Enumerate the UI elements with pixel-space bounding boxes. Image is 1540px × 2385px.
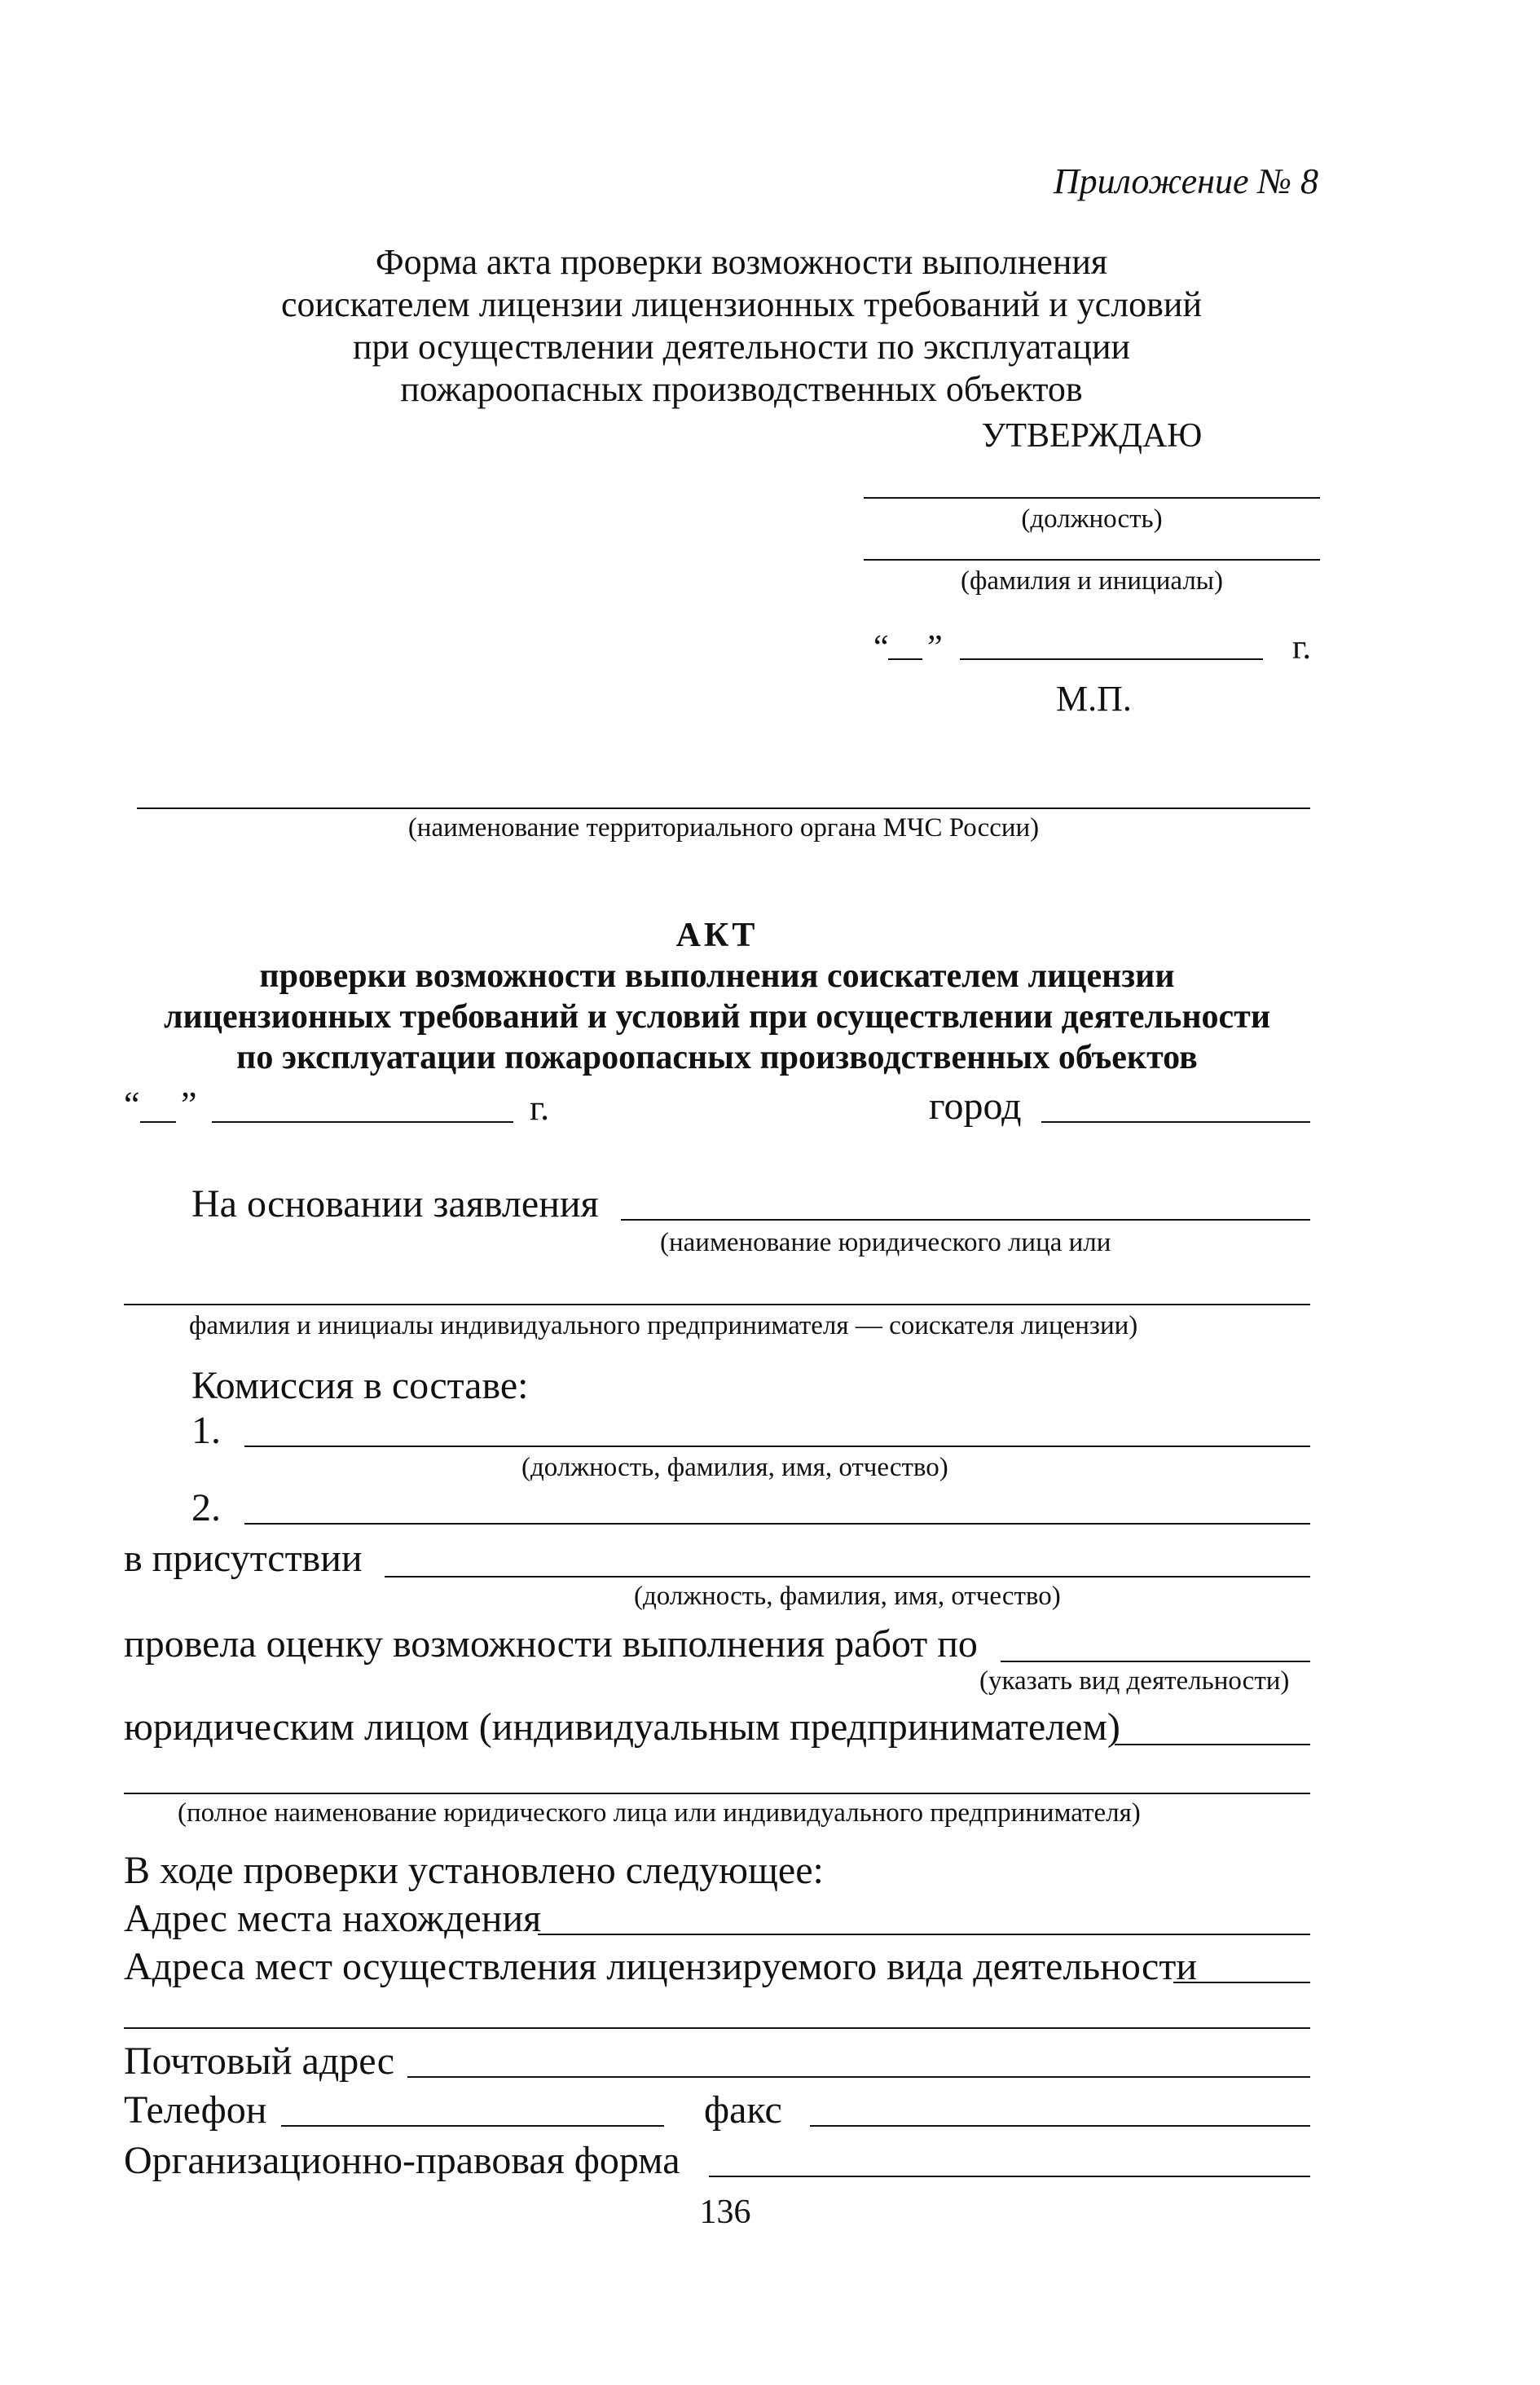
date-day-line[interactable] (140, 1121, 176, 1123)
date-quote-open: “ (124, 1085, 140, 1124)
form-title-line: соискателем лицензии лицензионных требований и условий (280, 284, 1203, 324)
findings-label: В ходе проверки установлено следующее: (124, 1849, 824, 1892)
commission-caption: (должность, фамилия, имя, отчество) (521, 1453, 948, 1482)
commission-item-2-line[interactable] (244, 1523, 1310, 1525)
act-subtitle-line: по эксплуатации пожароопасных производственных объектов (236, 1039, 1198, 1076)
presence-caption: (должность, фамилия, имя, отчество) (634, 1582, 1061, 1611)
approval-quote-open: “ (873, 629, 889, 667)
approval-quote-close: ” (927, 629, 943, 667)
presence-label: в присутствии (124, 1537, 363, 1580)
entity-line[interactable] (1115, 1744, 1310, 1745)
date-year-suffix: г. (530, 1088, 550, 1128)
commission-item-2-number: 2. (191, 1486, 221, 1529)
act-subtitle-line: лицензионных требований и условий при осуществлении деятельности (163, 998, 1271, 1036)
authority-line[interactable] (137, 807, 1310, 809)
legal-form-label: Организационно-правовая форма (124, 2139, 680, 2182)
entity-label: юридическим лицом (индивидуальным предпринимателем) (124, 1705, 1120, 1749)
approval-heading: УТВЕРЖДАЮ (981, 417, 1203, 455)
basis-line[interactable] (621, 1219, 1310, 1221)
name-caption: (фамилия и инициалы) (961, 566, 1223, 596)
phone-line[interactable] (281, 2125, 664, 2127)
activity-addresses-line[interactable] (1173, 1982, 1310, 1983)
form-title (0, 241, 1483, 411)
form-title-line: при осуществлении деятельности по эксплуатации (352, 327, 1131, 367)
basis-caption-2: фамилия и инициалы индивидуального предпринимателя — соискателя лицензии) (189, 1311, 1138, 1340)
commission-item-1-number: 1. (191, 1409, 221, 1452)
presence-line[interactable] (385, 1576, 1310, 1578)
fax-label: факс (704, 2088, 782, 2132)
form-title-line: пожароопасных производственных объектов (400, 369, 1083, 409)
basis-label: На основании заявления (191, 1182, 599, 1226)
position-line[interactable] (864, 497, 1320, 499)
date-month-line[interactable] (212, 1121, 513, 1123)
postal-line[interactable] (407, 2076, 1310, 2078)
page-number: 136 (699, 2194, 751, 2231)
postal-label: Почтовый адрес (124, 2040, 395, 2083)
basis-caption-1: (наименование юридического лица или (660, 1228, 1111, 1257)
approval-day-line[interactable] (888, 658, 922, 660)
fax-line[interactable] (810, 2125, 1310, 2127)
approval-year-suffix: г. (1292, 629, 1311, 667)
entity-line-2[interactable] (124, 1793, 1310, 1794)
assessment-label: провела оценку возможности выполнения работ по (124, 1622, 978, 1666)
legal-form-line[interactable] (709, 2176, 1310, 2177)
act-heading: АКТ (675, 917, 759, 954)
address-line[interactable] (538, 1934, 1310, 1935)
city-label: город (929, 1085, 1022, 1128)
activity-addresses-line-2[interactable] (124, 2027, 1310, 2029)
entity-caption: (полное наименование юридического лица или индивидуального предпринимателя) (178, 1798, 1141, 1828)
stamp-label: М.П. (1056, 679, 1132, 719)
act-subtitle-line: проверки возможности выполнения соискателем лицензии (259, 957, 1175, 995)
address-label: Адрес места нахождения (124, 1897, 542, 1940)
activity-addresses-label: Адреса мест осуществления лицензируемого вида деятельности (124, 1945, 1198, 1988)
approval-month-line[interactable] (960, 658, 1263, 660)
position-caption: (должность) (1021, 504, 1163, 534)
name-line[interactable] (864, 559, 1320, 561)
assessment-line[interactable] (1001, 1661, 1310, 1662)
commission-label: Комиссия в составе: (191, 1364, 529, 1407)
city-line[interactable] (1041, 1121, 1310, 1123)
phone-label: Телефон (124, 2088, 267, 2132)
basis-line-2[interactable] (124, 1304, 1310, 1305)
appendix-label: Приложение № 8 (1053, 161, 1318, 201)
assessment-caption: (указать вид деятельности) (979, 1666, 1290, 1696)
date-quote-close: ” (181, 1085, 197, 1124)
commission-item-1-line[interactable] (244, 1446, 1310, 1447)
authority-caption: (наименование территориального органа МЧС России) (407, 813, 1040, 843)
act-subtitle (0, 956, 1434, 1078)
form-title-line: Форма акта проверки возможности выполнения (375, 242, 1108, 282)
